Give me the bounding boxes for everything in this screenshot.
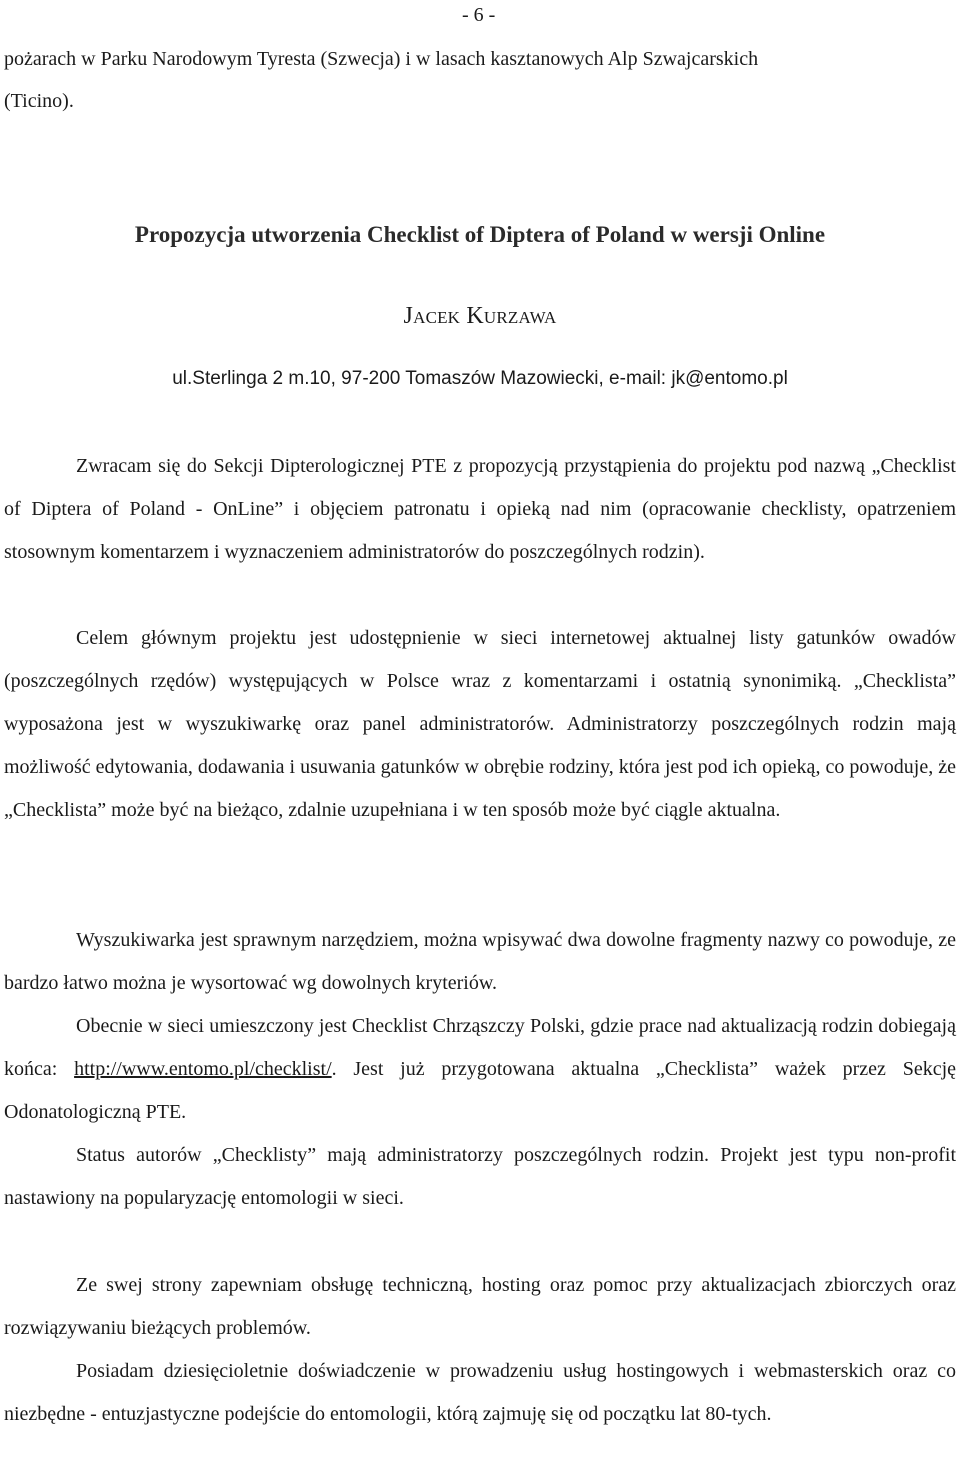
paragraph-status-text: Status autorów „Checklisty” mają administratorzy poszczególnych rodzin. Projekt jest typu non-profit nastawiony na popularyzację entomologii w sieci. bbox=[4, 1144, 956, 1209]
article-title: Propozycja utworzenia Checklist of Diptera of Poland w wersji Online bbox=[134, 222, 826, 247]
paragraph-search-text: Wyszukiwarka jest sprawnym narzędziem, można wpisywać dwa dowolne fragmenty nazwy co powoduje, ze bardzo łatwo można je wysortować wg dowolnych kryteriów. bbox=[4, 929, 956, 994]
author-address: ul.Sterlinga 2 m.10, 97-200 Tomaszów Mazowiecki, e-mail: jk@entomo.pl bbox=[172, 368, 788, 389]
paragraph-search bbox=[4, 919, 956, 1005]
intro-text-line-1: pożarach w Parku Narodowym Tyresta (Szwecja) i w lasach kasztanowych Alp Szwajcarskich bbox=[4, 48, 759, 70]
checklist-link[interactable]: http://www.entomo.pl/checklist/ bbox=[74, 1058, 332, 1080]
article-author: Jacek Kurzawa bbox=[403, 303, 557, 329]
paragraph-proposal bbox=[4, 445, 956, 574]
paragraph-current-text-start: Obecnie w sieci umieszczony jest Checklist Chrząszczy Polski, gdzie prace nad aktualizacją rodzin dobiegają końca: bbox=[4, 1015, 956, 1080]
paragraph-goal-text: Celem głównym projektu jest udostępnienie w sieci internetowej aktualnej listy gatunków owadów (poszczególnych rzędów) występujących w Polsce wraz z komentarzami i ostatnią synonimiką. „Checklista” wyposażona jest w wyszukiwarkę oraz panel administratorów. Administratorzy poszczególnych rodzin mają możliwość edytowania, dodawania i usuwania gatunków w obrębie rodziny, która jest pod ich opieką, co powoduje, że „Checklista” może być na bieżąco, zdalnie uzupełniana i w ten sposób może być ciągle aktualna. bbox=[4, 627, 956, 821]
paragraph-goal bbox=[4, 617, 956, 832]
paragraph-experience-text: Posiadam dziesięcioletnie doświadczenie w prowadzeniu usług hostingowych i webmasterskich oraz co niezbędne - entuzjastyczne podejście do entomologii, którą zajmuję się od początku lat 80-tych. bbox=[4, 1360, 956, 1425]
intro-text-line-2: (Ticino). bbox=[4, 90, 74, 112]
paragraph-hosting bbox=[4, 1264, 956, 1350]
paragraph-experience bbox=[4, 1350, 956, 1436]
paragraph-current bbox=[4, 1005, 956, 1134]
paragraph-status bbox=[4, 1134, 956, 1220]
paragraph-hosting-text: Ze swej strony zapewniam obsługę techniczną, hosting oraz pomoc przy aktualizacjach zbiorczych oraz rozwiązywaniu bieżących problemów. bbox=[4, 1274, 956, 1339]
paragraph-proposal-text: Zwracam się do Sekcji Dipterologicznej PTE z propozycją przystąpienia do projektu pod nazwą „Checklist of Diptera of Poland - OnLine” i objęciem patronatu i opieką nad nim (opracowanie checklisty, opatrzeniem stosownym komentarzem i wyznaczeniem administratorów do poszczególnych rodzin). bbox=[4, 455, 956, 563]
paragraph-current-text-end: . Jest już przygotowana aktualna „Checklista” ważek przez Sekcję Odonatologiczną PTE. bbox=[4, 1058, 957, 1123]
page-number: - 6 - bbox=[462, 4, 496, 26]
